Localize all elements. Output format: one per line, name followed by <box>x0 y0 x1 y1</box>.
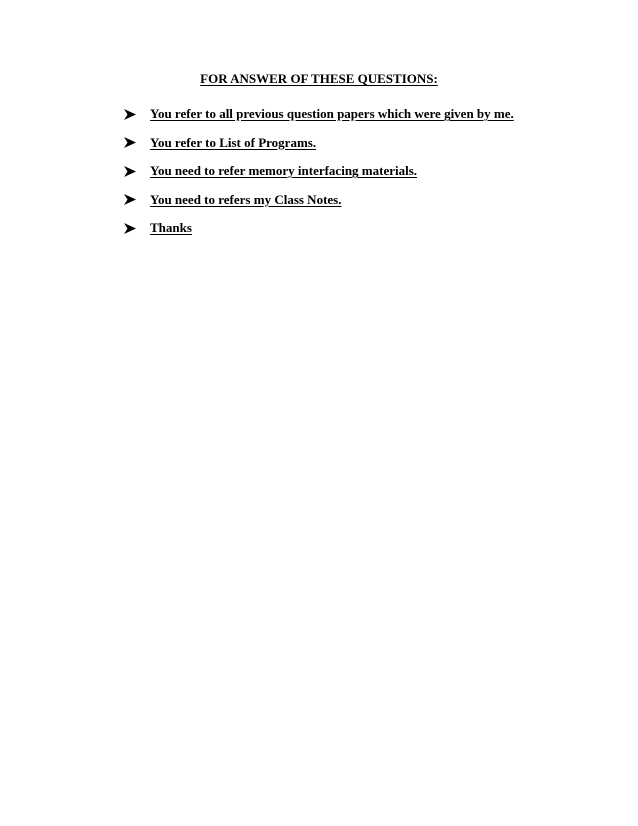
list-item <box>124 214 514 243</box>
arrowhead-bullet-icon <box>124 223 150 234</box>
list-item <box>124 157 514 186</box>
list-item <box>124 100 514 129</box>
list-item-text: You refer to List of Programs. <box>150 134 317 150</box>
list-item-text: You need to refers my Class Notes. <box>150 191 342 207</box>
list-item-text: You need to refer memory interfacing materials. <box>150 163 418 179</box>
arrowhead-bullet-icon <box>124 166 150 177</box>
list-item-text: Thanks <box>150 220 192 236</box>
arrowhead-bullet-icon <box>124 137 150 148</box>
list-item-text: You refer to all previous question papers which were given by me. <box>150 106 514 122</box>
arrowhead-bullet-icon <box>124 194 150 205</box>
list-item <box>124 129 514 158</box>
list-item <box>124 186 514 215</box>
arrowhead-bullet-icon <box>124 109 150 120</box>
document-heading: FOR ANSWER OF THESE QUESTIONS: <box>200 71 438 86</box>
bullet-list <box>124 100 514 243</box>
